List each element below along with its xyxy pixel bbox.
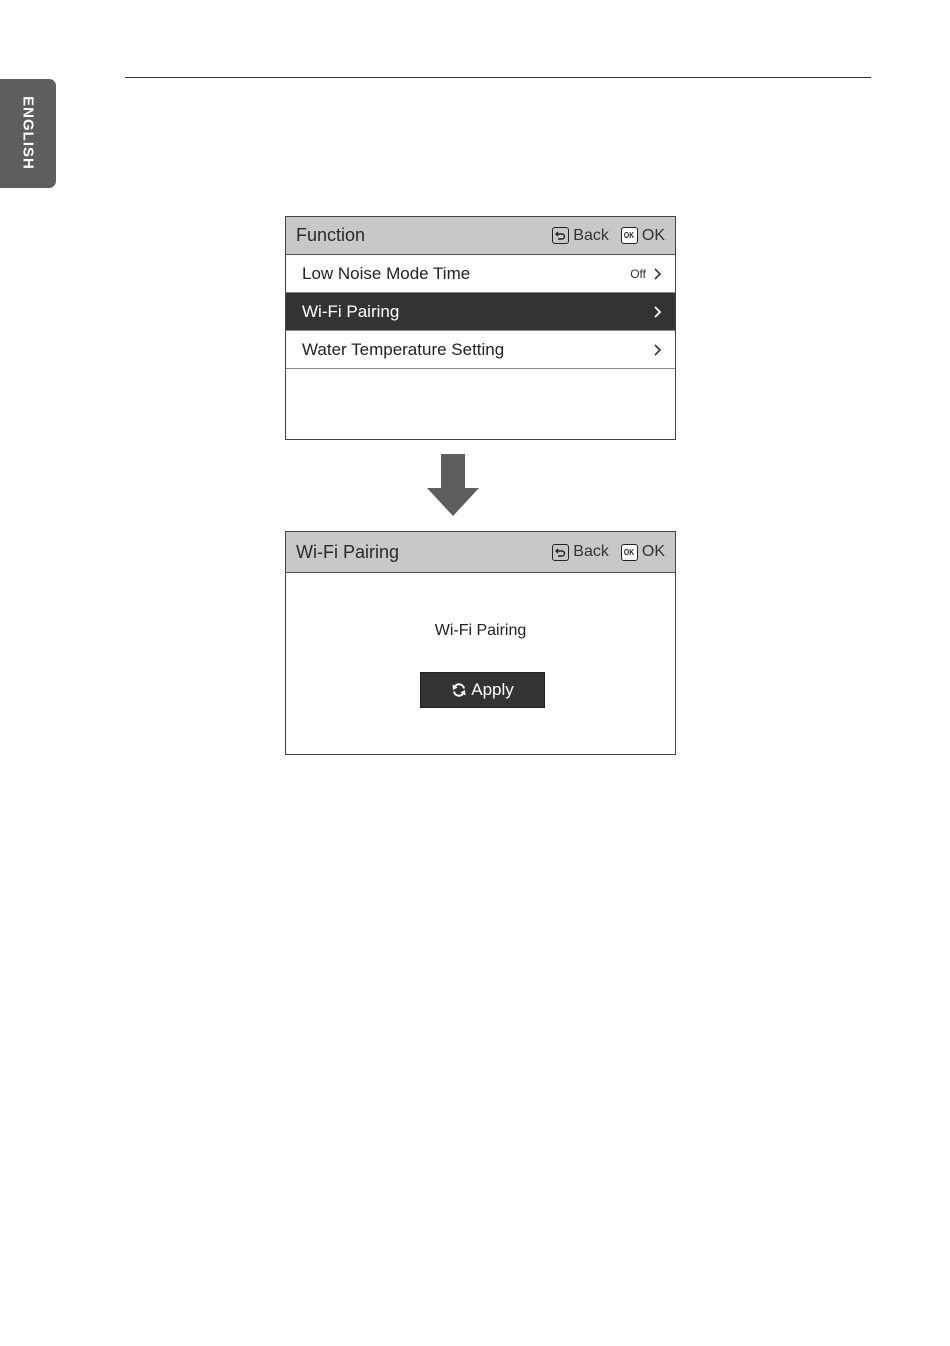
apply-label: Apply (471, 680, 514, 699)
wifi-title: Wi-Fi Pairing (296, 541, 400, 562)
function-title: Function (296, 225, 366, 245)
menu-item-water-temperature-setting[interactable] (286, 331, 675, 369)
ok-button[interactable] (621, 543, 665, 561)
function-screen (285, 216, 676, 440)
function-header (286, 217, 675, 255)
header-actions (552, 543, 665, 561)
chevron-right-icon (652, 342, 664, 358)
ok-icon: OK (621, 544, 638, 561)
refresh-icon (451, 682, 467, 698)
back-label: Back (573, 543, 609, 560)
header-actions (552, 227, 665, 245)
language-tab (0, 79, 56, 188)
wifi-pairing-screen (285, 531, 676, 755)
back-button[interactable] (552, 543, 609, 561)
back-icon (552, 544, 569, 561)
menu-item-value: Off (630, 266, 646, 281)
back-button[interactable] (552, 227, 609, 245)
ok-label: OK (641, 543, 665, 560)
dialog-message: Wi-Fi Pairing (434, 622, 527, 639)
ok-icon: OK (621, 227, 638, 244)
menu-item-low-noise-mode-time[interactable] (286, 255, 675, 293)
ok-label: OK (641, 226, 665, 244)
menu-item-label: Water Temperature Setting (302, 339, 505, 359)
wifi-header (286, 532, 675, 573)
chevron-right-icon (652, 266, 664, 282)
top-rule (125, 77, 871, 78)
menu-item-wifi-pairing[interactable] (286, 293, 675, 331)
apply-button[interactable] (420, 672, 545, 708)
ok-button[interactable] (621, 227, 665, 245)
back-icon (552, 227, 569, 244)
down-arrow-icon (427, 454, 479, 516)
menu-item-label: Low Noise Mode Time (302, 263, 471, 283)
chevron-right-icon (652, 304, 664, 320)
language-tab-label: ENGLISH (19, 96, 37, 170)
menu-item-label: Wi-Fi Pairing (302, 301, 400, 321)
back-label: Back (573, 226, 609, 244)
